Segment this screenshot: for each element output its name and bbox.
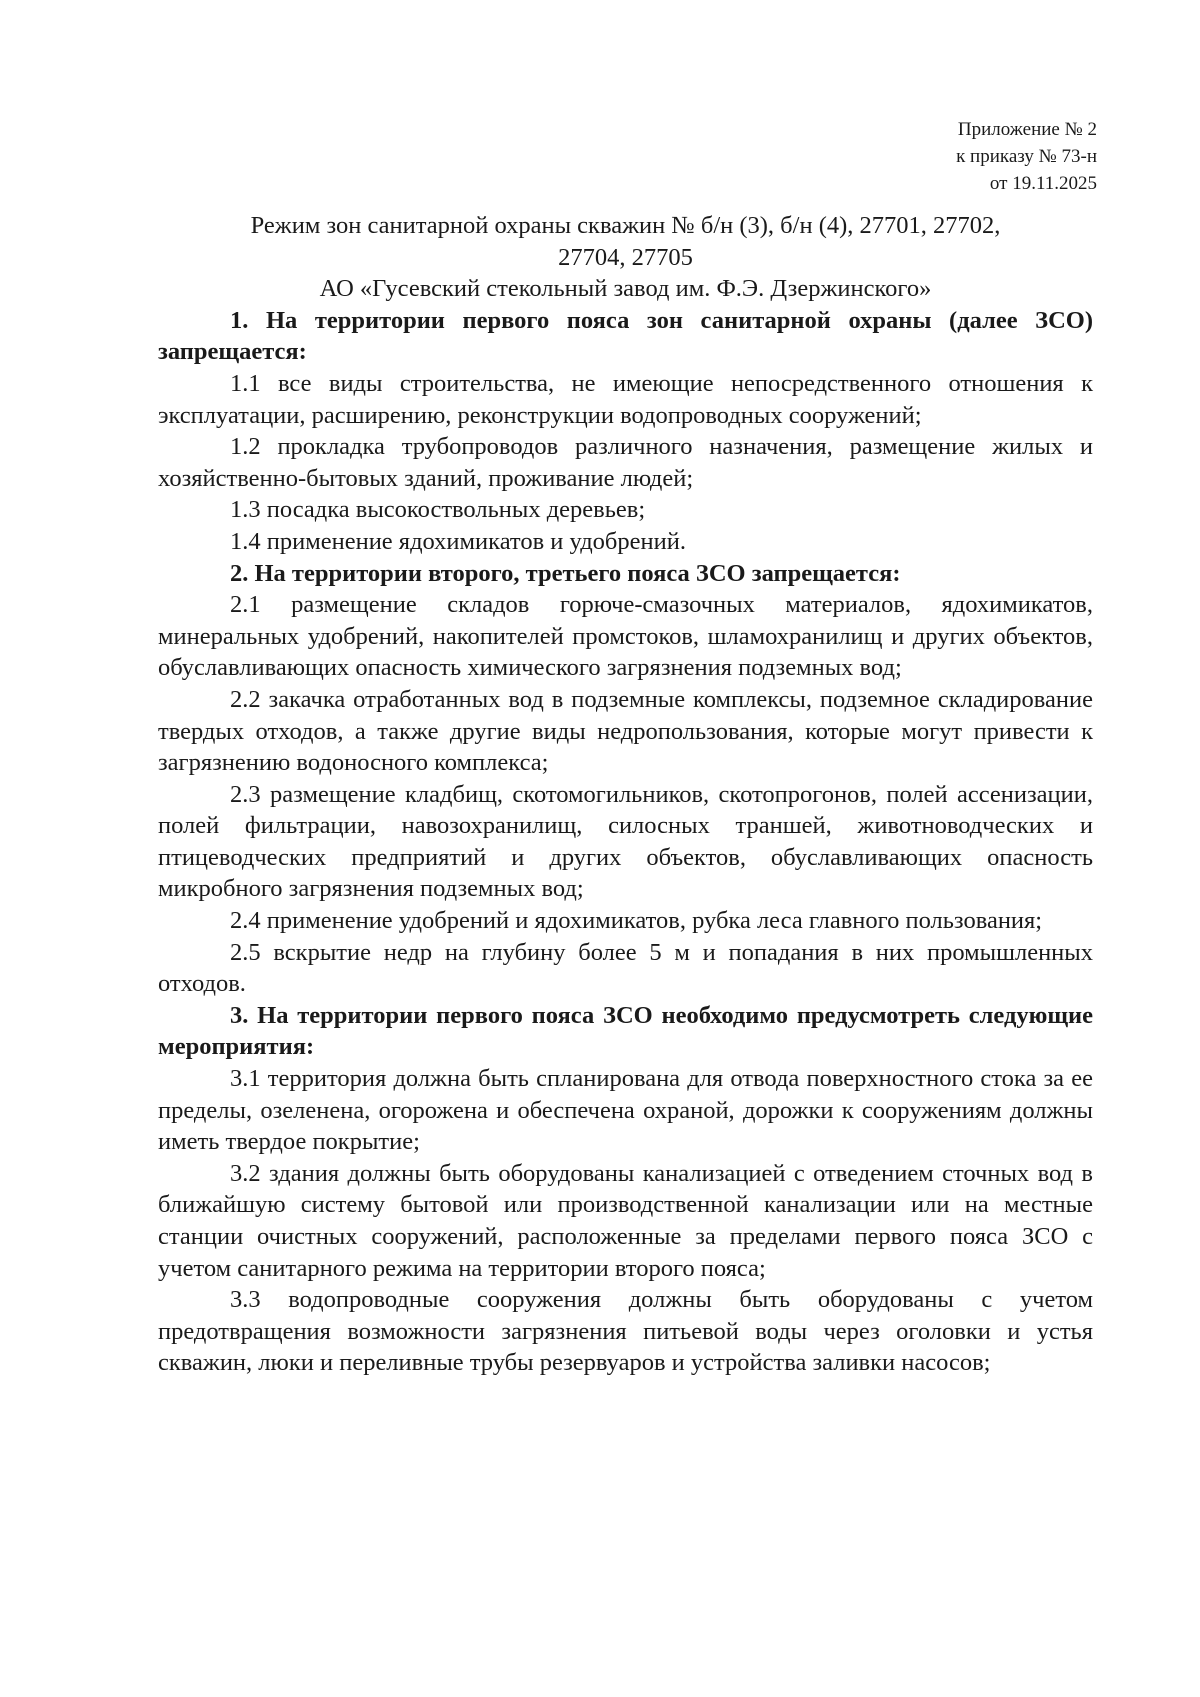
appendix-line-1: Приложение № 2 (957, 119, 1097, 140)
section-3-heading: 3. На территории первого пояса ЗСО необходимо предусмотреть следующие мероприятия: (158, 1001, 1093, 1061)
item-2-4: 2.4 применение удобрений и ядохимикатов, рубка леса главного пользования; (230, 907, 1043, 935)
document-title (158, 210, 1093, 305)
item-1-3: 1.3 посадка высокоствольных деревьев; (230, 496, 646, 524)
appendix-note (956, 116, 1097, 197)
item-1-4: 1.4 применение ядохимикатов и удобрений. (230, 527, 686, 555)
item-2-1: 2.1 размещение складов горюче-смазочных материалов, ядохимикатов, минеральных удобрений, накопителей промстоков, шламохранилищ и других объектов, обуславливающих опасность химического загрязнения подземных вод; (158, 591, 1093, 682)
item-1-1: 1.1 все виды строительства, не имеющие непосредственного отношения к эксплуатации, расширению, реконструкции водопроводных сооружений; (158, 369, 1093, 429)
document-body (158, 210, 1093, 1379)
item-3-1: 3.1 территория должна быть спланирована для отвода поверхностного стока за ее пределы, озеленена, огорожена и обеспечена охраной, дорожки к сооружениям должны иметь твердое покрытие; (158, 1065, 1093, 1156)
section-2-heading: 2. На территории второго, третьего пояса ЗСО запрещается: (230, 559, 901, 587)
appendix-line-2: к приказу № 73-н (956, 146, 1097, 167)
item-3-2: 3.2 здания должны быть оборудованы канализацией с отведением сточных вод в ближайшую систему бытовой или производственной канализации или на местные станции очистных сооружений, расположенные за пределами первого пояса ЗСО с учетом санитарного режима на территории второго пояса; (158, 1159, 1093, 1282)
title-line-2: 27704, 27705 (558, 243, 693, 271)
item-1-2: 1.2 прокладка трубопроводов различного назначения, размещение жилых и хозяйственно-бытовых зданий, проживание людей; (158, 433, 1093, 492)
section-1-heading: 1. На территории первого пояса зон санитарной охраны (далее ЗСО) запрещается: (158, 306, 1093, 366)
item-2-2: 2.2 закачка отработанных вод в подземные комплексы, подземное складирование твердых отходов, а также другие виды недропользования, которые могут привести к загрязнению водоносного комплекса; (158, 685, 1093, 777)
item-3-3: 3.3 водопроводные сооружения должны быть оборудованы с учетом предотвращения возможности загрязнения питьевой воды через оголовки и устья скважин, люки и переливные трубы резервуаров и устройства заливки насосов; (158, 1286, 1093, 1377)
title-line-1: Режим зон санитарной охраны скважин № б/н (3), б/н (4), 27701, 27702, (250, 212, 1001, 239)
appendix-line-3: от 19.11.2025 (989, 173, 1097, 194)
item-2-3: 2.3 размещение кладбищ, скотомогильников, скотопрогонов, полей ассенизации, полей фильтрации, навозохранилищ, силосных траншей, животноводческих и птицеводческих предприятий и других объектов, обуславливающих опасность микробного загрязнения подземных вод; (158, 780, 1093, 903)
title-line-3: АО «Гусевский стекольный завод им. Ф.Э. Дзержинского» (319, 275, 932, 303)
item-2-5: 2.5 вскрытие недр на глубину более 5 м и попадания в них промышленных отходов. (158, 938, 1093, 998)
